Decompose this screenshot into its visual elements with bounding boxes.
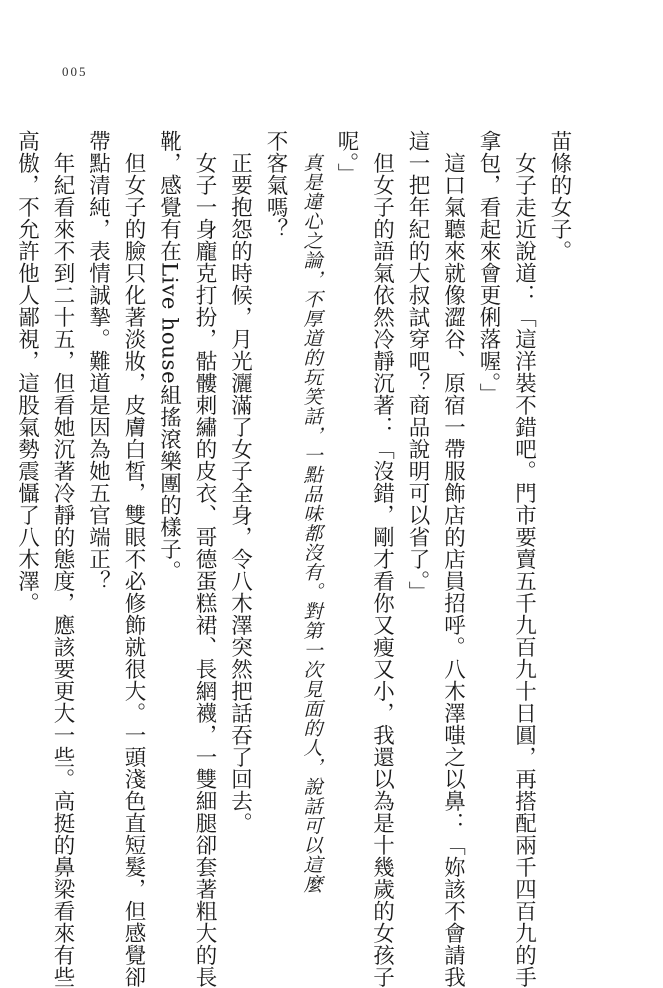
text-line: 女子一身龐克打扮，骷髏刺繡的皮衣、哥德蛋糕裙、長網襪，一雙細腿卻套著粗大的長 xyxy=(192,151,217,988)
text-line: 呢。」 xyxy=(334,130,359,186)
text-line: 拿包，看起來會更俐落喔。」 xyxy=(476,130,501,406)
text-line: 但女子的臉只化著淡妝，皮膚白皙，雙眼不必修飾就很大。一頭淺色直短髮，但感覺卻 xyxy=(121,151,146,988)
text-line: 靴，感覺有在Live house組搖滾樂團的樣子。 xyxy=(156,130,182,583)
text-line: 但女子的語氣依然冷靜沉著：「沒錯，剛才看你又瘦又小，我還以為是十幾歲的女孩子 xyxy=(369,151,395,988)
text-line: 這口氣聽來就像澀谷、原宿一帶服飾店的店員招呼。八木澤嗤之以鼻：「妳該不會請我 xyxy=(440,151,466,988)
text-line: 正要抱怨的時候，月光灑滿了女子全身，令八木澤突然把話吞了回去。 xyxy=(227,151,253,834)
text-line: 這一把年紀的大叔試穿吧？商品說明可以省了。」 xyxy=(405,130,430,604)
vertical-text-body xyxy=(9,130,577,988)
text-line: 真是違心之論，不厚道的玩笑話，一點品味都沒有。對第一次見面的人，說話可以這麼 xyxy=(300,152,323,894)
text-line: 女子走近說道：「這洋裝不錯吧。門市要賣五千九百九十日圓，再搭配兩千四百九的手 xyxy=(511,151,537,988)
text-line: 年紀看來不到二十五，但看她沉著冷靜的態度，應該要更大一些。高挺的鼻梁看來有些 xyxy=(50,151,75,988)
page-number: 005 xyxy=(62,64,88,79)
text-line: 帶點清純，表情誠摯。難道是因為她五官端正？ xyxy=(85,130,111,592)
text-line: 不客氣嗎？ xyxy=(263,130,288,240)
text-line: 高傲，不允許他人鄙視，這股氣勢震懾了八木澤。 xyxy=(14,130,40,614)
text-line: 苗條的女子。 xyxy=(547,130,572,262)
